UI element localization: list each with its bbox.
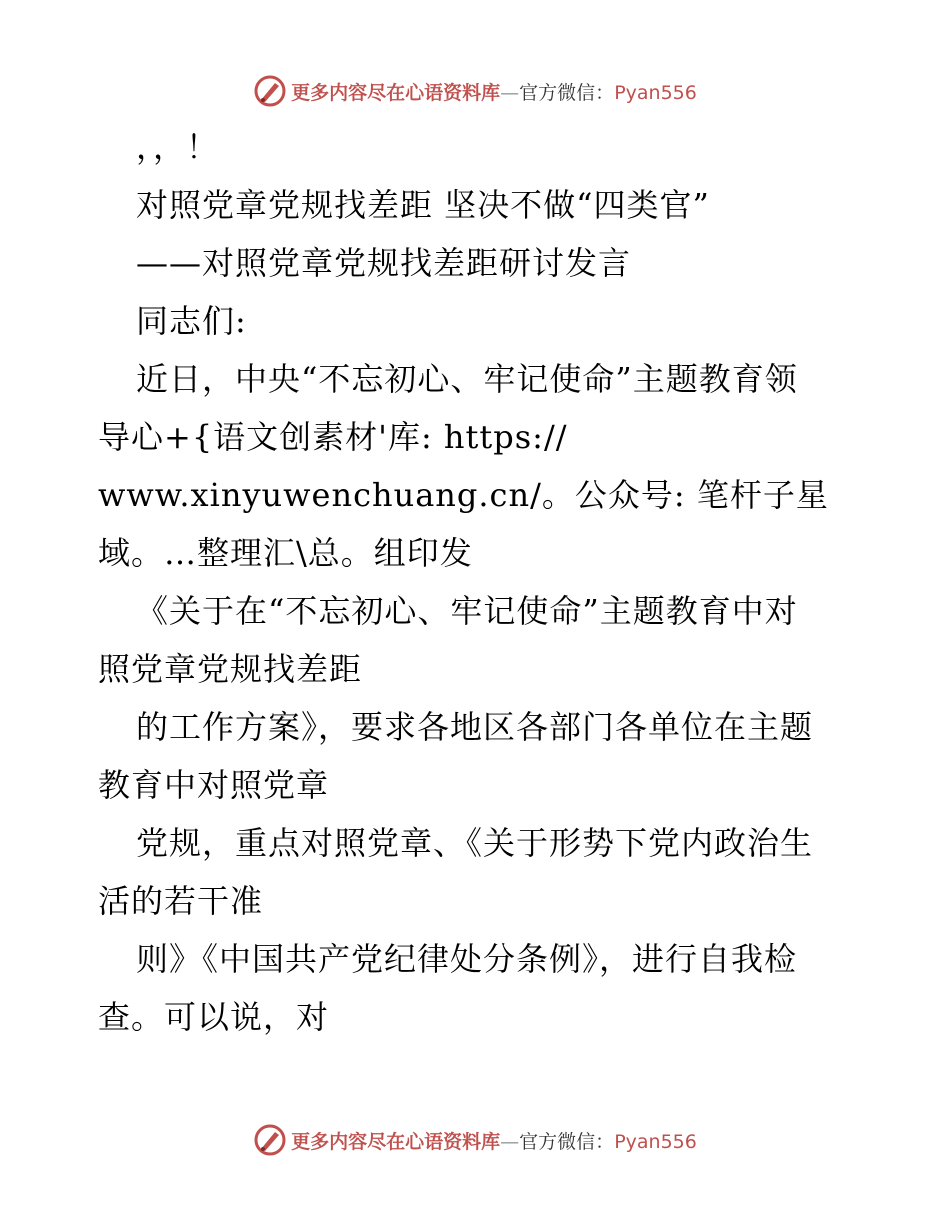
text-line: 域。…整理汇\总。组印发: [98, 534, 473, 572]
document-body: [98, 118, 858, 1046]
text-line: 对照党章党规找差距 坚决不做“四类官”: [136, 186, 710, 224]
watermark-text: [291, 1127, 697, 1154]
footer-watermark: [0, 1120, 950, 1160]
text-line: 教育中对照党章: [98, 766, 330, 804]
watermark-brand: 更多内容尽在心语资料库: [291, 81, 501, 104]
watermark-separator: —: [500, 1130, 520, 1153]
text-line: 照党章党规找差距: [98, 650, 363, 688]
text-line: ——对照党章党规找差距研讨发言: [136, 244, 632, 282]
pen-logo-icon: [253, 74, 287, 108]
watermark-separator: —: [500, 81, 520, 104]
text-line: 则》《中国共产党纪律处分条例》，进行自我检: [136, 940, 798, 978]
watermark-wechat-id: Pyan556: [614, 1130, 697, 1153]
text-line: 导心+{语文创素材'库: https://: [98, 418, 568, 456]
text-line: 《关于在“不忘初心、牢记使命”主题教育中对: [136, 592, 798, 630]
watermark-wechat-id: Pyan556: [614, 81, 697, 104]
header-watermark: [0, 71, 950, 111]
watermark-text: [291, 78, 697, 105]
text-line: 的工作方案》，要求各地区各部门各单位在主题: [136, 708, 814, 746]
watermark-official-label: 官方微信：: [519, 81, 615, 104]
text-line: ，，！: [136, 128, 220, 166]
text-line: 活的若干准: [98, 882, 264, 920]
pen-logo-icon: [253, 1123, 287, 1157]
text-line: www.xinyuwenchuang.cn/。公众号: 笔杆子星: [98, 476, 829, 514]
text-line: 近日，中央“不忘初心、牢记使命”主题教育领: [136, 360, 798, 398]
text-line: 党规，重点对照党章、《关于形势下党内政治生: [136, 824, 814, 862]
text-line: 同志们:: [136, 302, 247, 340]
watermark-brand: 更多内容尽在心语资料库: [291, 1130, 501, 1153]
text-line: 查。可以说，对: [98, 998, 330, 1036]
watermark-official-label: 官方微信：: [519, 1130, 615, 1153]
